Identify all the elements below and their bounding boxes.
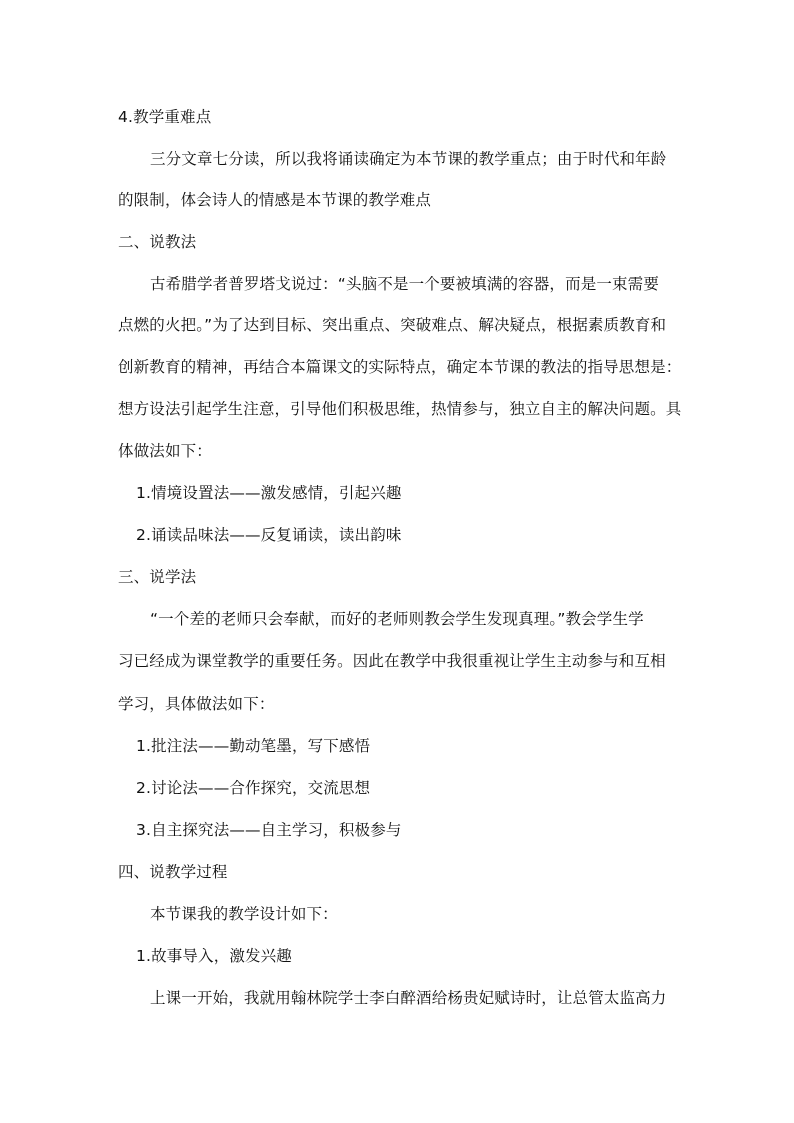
paragraph-line: 想方设法引起学生注意，引导他们积极思维，热情参与，独立自主的解决问题。具: [118, 400, 682, 418]
list-item: 1.故事导入，激发兴趣: [136, 947, 292, 965]
paragraph-line: 体做法如下：: [118, 442, 212, 460]
list-item: 2.讨论法——合作探究，交流思想: [136, 779, 371, 797]
paragraph-line: 学习，具体做法如下：: [118, 695, 275, 713]
paragraph-line: 的限制，体会诗人的情感是本节课的教学难点: [118, 191, 432, 209]
paragraph-line: 本节课我的教学设计如下：: [150, 905, 338, 923]
section-heading-teaching-method: 二、说教法: [118, 233, 197, 251]
list-item: 1.情境设置法——激发感情，引起兴趣: [136, 484, 402, 502]
section-heading-teaching-key-points: 4.教学重难点: [118, 108, 212, 126]
paragraph-line: 创新教育的精神，再结合本篇课文的实际特点，确定本节课的教法的指导思想是：: [118, 358, 682, 376]
list-item: 3.自主探究法——自主学习，积极参与: [136, 821, 402, 839]
paragraph-line: “一个差的老师只会奉献，而好的老师则教会学生发现真理。”教会学生学: [150, 610, 644, 628]
list-item: 2.诵读品味法——反复诵读，读出韵味: [136, 526, 402, 544]
list-item: 1.批注法——勤动笔墨，写下感悟: [136, 737, 371, 755]
paragraph-line: 上课一开始，我就用翰林院学士李白醉酒给杨贵妃赋诗时，让总管太监高力: [150, 989, 667, 1007]
paragraph-line: 三分文章七分读，所以我将诵读确定为本节课的教学重点；由于时代和年龄: [150, 150, 667, 168]
section-heading-teaching-process: 四、说教学过程: [118, 863, 228, 881]
section-heading-learning-method: 三、说学法: [118, 568, 197, 586]
paragraph-line: 习已经成为课堂教学的重要任务。因此在教学中我很重视让学生主动参与和互相: [118, 652, 666, 670]
paragraph-line: 点燃的火把。”为了达到目标、突出重点、突破难点、解决疑点，根据素质教育和: [118, 316, 667, 334]
paragraph-line: 古希腊学者普罗塔戈说过：“头脑不是一个要被填满的容器，而是一束需要: [150, 275, 659, 293]
